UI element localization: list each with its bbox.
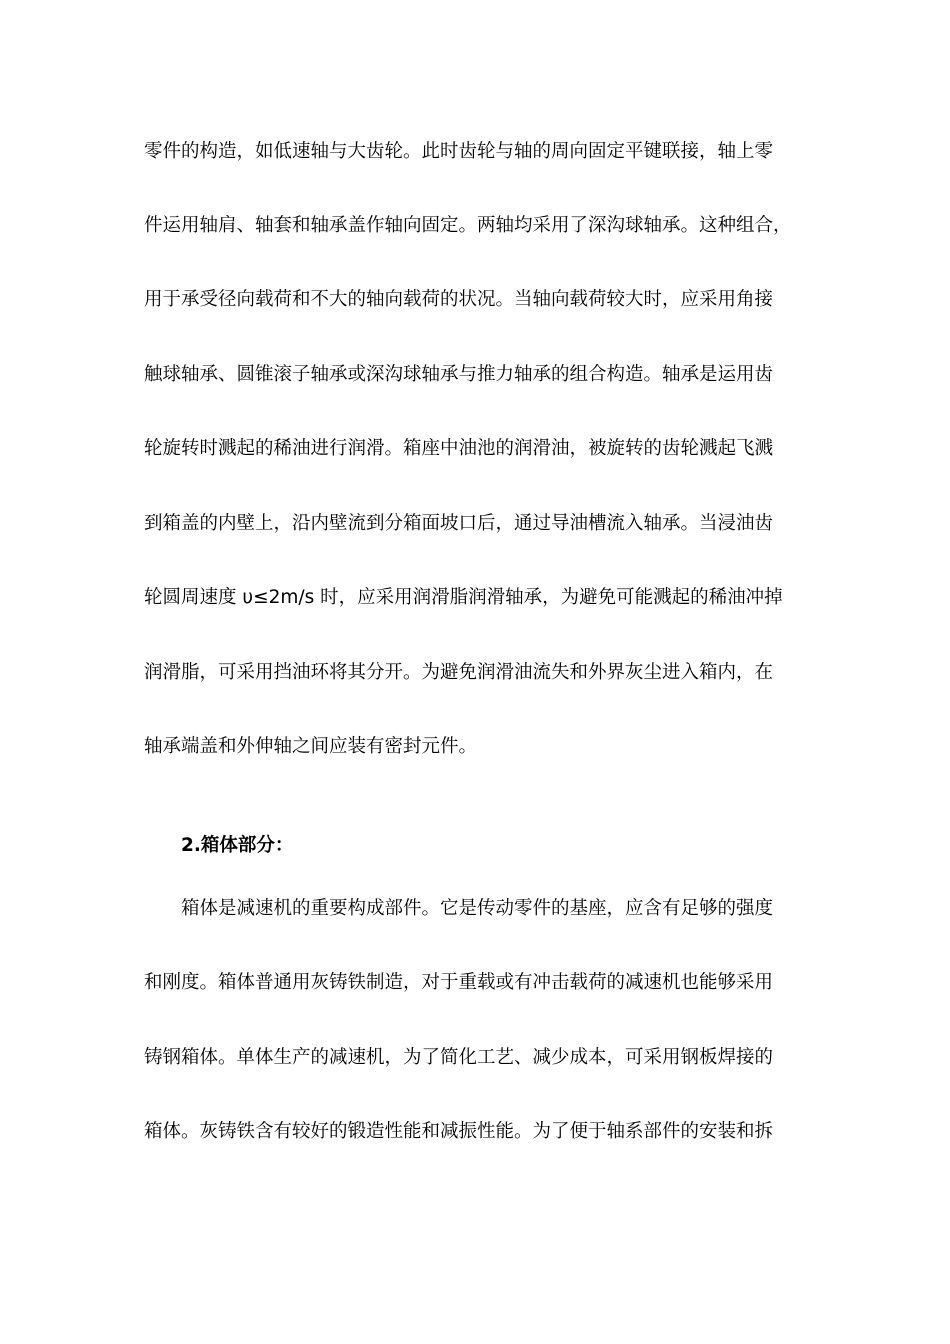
paragraph-line: 轮旋转时溅起的稀油进行润滑。箱座中油池的润滑油，被旋转的齿轮溅起飞溅: [144, 438, 774, 459]
section-heading: 2.箱体部分：: [181, 835, 294, 856]
paragraph-line: 触球轴承、圆锥滚子轴承或深沟球轴承与推力轴承的组合构造。轴承是运用齿: [144, 364, 774, 385]
paragraph-line: 零件的构造，如低速轴与大齿轮。此时齿轮与轴的周向固定平键联接，轴上零: [144, 141, 774, 162]
paragraph-line: 用于承受径向载荷和不大的轴向载荷的状况。当轴向载荷较大时，应采用角接: [144, 289, 774, 310]
paragraph-line: 箱体是减速机的重要构成部件。它是传动零件的基座，应含有足够的强度: [181, 898, 774, 919]
paragraph-line: 件运用轴肩、轴套和轴承盖作轴向固定。两轴均采用了深沟球轴承。这种组合，: [144, 215, 792, 236]
paragraph-line: 轮圆周速度 υ≤2m/s 时，应采用润滑脂润滑轴承，为避免可能溅起的稀油冲掉: [144, 587, 783, 608]
paragraph-line: 到箱盖的内壁上，沿内壁流到分箱面坡口后，通过导油槽流入轴承。当浸油齿: [144, 513, 774, 534]
paragraph-line: 和刚度。箱体普通用灰铸铁制造，对于重载或有冲击载荷的减速机也能够采用: [144, 972, 774, 993]
paragraph-line: 轴承端盖和外伸轴之间应装有密封元件。: [144, 736, 478, 757]
paragraph-line: 箱体。灰铸铁含有较好的锻造性能和减振性能。为了便于轴系部件的安装和拆: [144, 1121, 774, 1142]
paragraph-line: 铸钢箱体。单体生产的减速机，为了简化工艺、减少成本，可采用钢板焊接的: [144, 1047, 774, 1068]
paragraph-line: 润滑脂，可采用挡油环将其分开。为避免润滑油流失和外界灰尘进入箱内，在: [144, 662, 774, 683]
